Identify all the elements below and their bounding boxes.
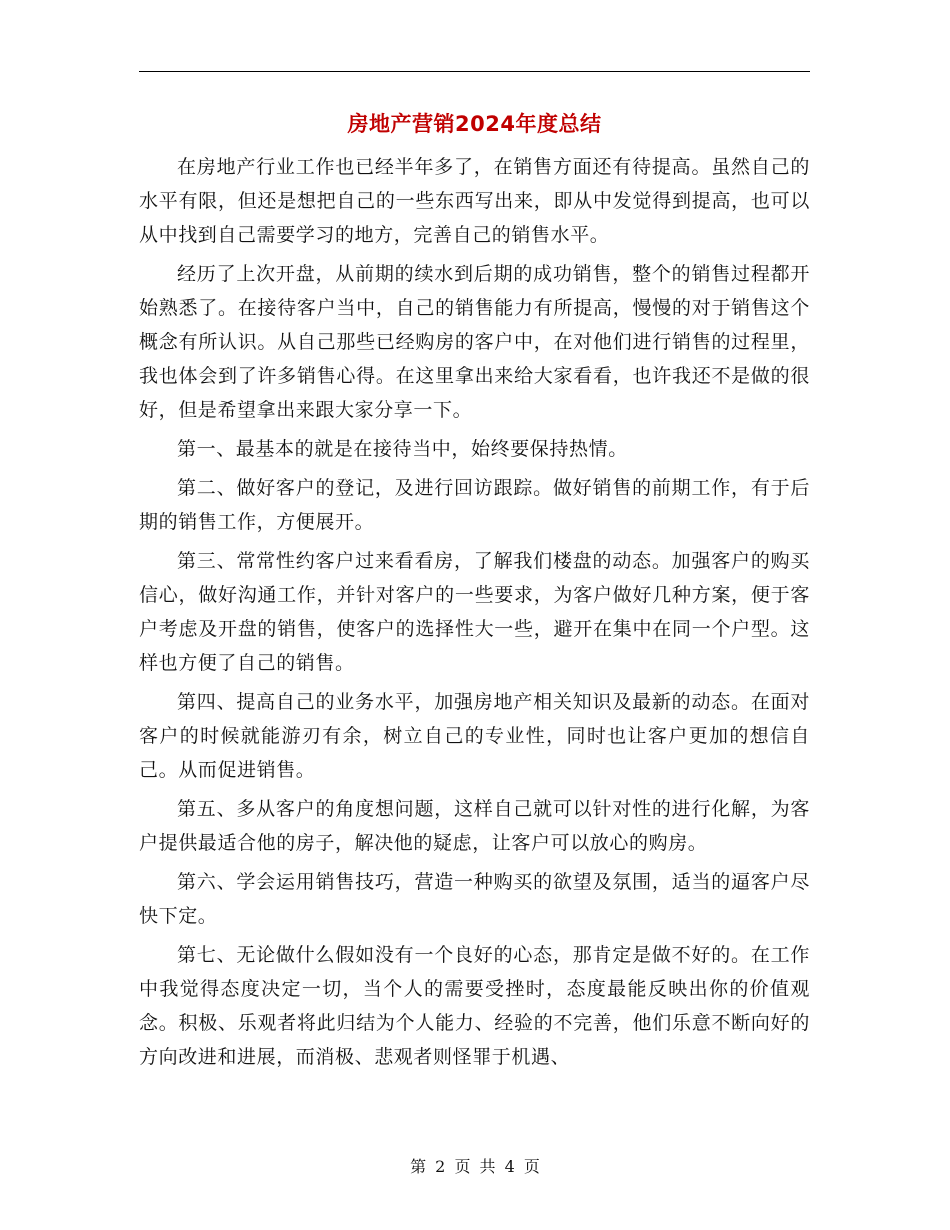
document-title: 房地产营销2024年度总结 <box>347 112 602 136</box>
paragraph-intro: 在房地产行业工作也已经半年多了，在销售方面还有待提高。虽然自己的水平有限，但还是想把自己的一些东西写出来，即从中发觉得到提高，也可以从中找到自己需要学习的地方，完善自己的销售水平。 <box>139 156 810 246</box>
paragraph-point-4: 第四、提高自己的业务水平，加强房地产相关知识及最新的动态。在面对客户的时候就能游刃有余，树立自己的专业性，同时也让客户更加的想信自己。从而促进销售。 <box>139 691 810 781</box>
paragraph-point-7: 第七、无论做什么假如没有一个良好的心态，那肯定是做不好的。在工作中我觉得态度决定一切，当个人的需要受挫时，态度最能反映出你的价值观念。积极、乐观者将此归结为个人能力、经验的不完善，他们乐意不断向好的方向改进和进展，而消极、悲观者则怪罪于机遇、 <box>139 944 810 1068</box>
paragraph-point-2: 第二、做好客户的登记，及进行回访跟踪。做好销售的前期工作，有于后期的销售工作，方便展开。 <box>139 477 810 533</box>
page-number-footer: 第 2 页 共 4 页 <box>410 1157 540 1176</box>
paragraph-point-5: 第五、多从客户的角度想问题，这样自己就可以针对性的进行化解，为客户提供最适合他的房子，解决他的疑虑，让客户可以放心的购房。 <box>139 798 810 854</box>
paragraph-point-6: 第六、学会运用销售技巧，营造一种购买的欲望及氛围，适当的逼客户尽快下定。 <box>139 871 810 927</box>
header-rule <box>139 71 810 72</box>
document-body <box>139 150 810 1079</box>
paragraph-experience: 经历了上次开盘，从前期的续水到后期的成功销售，整个的销售过程都开始熟悉了。在接待客户当中，自己的销售能力有所提高，慢慢的对于销售这个概念有所认识。从自己那些已经购房的客户中，在对他们进行销售的过程里，我也体会到了许多销售心得。在这里拿出来给大家看看，也许我还不是做的很好，但是希望拿出来跟大家分享一下。 <box>139 263 810 421</box>
paragraph-point-1: 第一、最基本的就是在接待当中，始终要保持热情。 <box>177 438 628 460</box>
paragraph-point-3: 第三、常常性约客户过来看看房，了解我们楼盘的动态。加强客户的购买信心，做好沟通工作，并针对客户的一些要求，为客户做好几种方案，便于客户考虑及开盘的销售，使客户的选择性大一些，避开在集中在同一个户型。这样也方便了自己的销售。 <box>139 550 810 674</box>
